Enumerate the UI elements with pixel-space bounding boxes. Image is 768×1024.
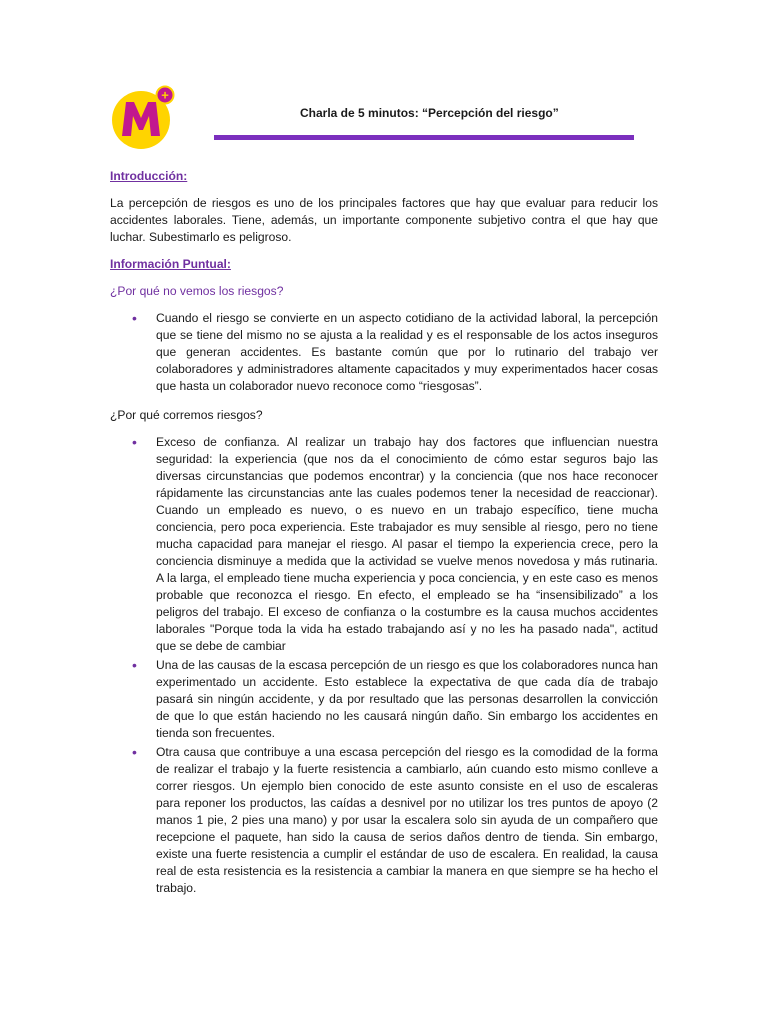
intro-heading: Introducción: [110,169,188,183]
question-1: ¿Por qué no vemos los riesgos? [110,284,284,298]
list-item-text: Exceso de confianza. Al realizar un trabajo hay dos factores que influencian nuestra seguridad: la experiencia (que nos da el conocimiento de cómo estar seguros bajo las diversas circunstancias que podemos encontrar) y la conciencia (que nos hace reconocer rápidamente las circunstancias ante las cuales podemos tener la necesidad de reaccionar). Cuando un empleado es nuevo, o es nuevo en un trabajo específico, tiene mucha conciencia, pero poca experiencia. Este trabajador es muy sensible al riesgo, pero no tiene mucha capacidad para manejar el riesgo. Al pasar el tiempo la experiencia crece, pero la conciencia disminuye a medida que la actividad se vuelve menos novedosa y más rutinaria. A la larga, el empleado tiene mucha experiencia y poca conciencia, y en este caso es menos probable que reconozca el riesgo. En efecto, el empleado se ha “insensibilizado” a los peligros del trabajo. El exceso de confianza o la costumbre es la causa muchos accidentes laborales "Porque toda la vida ha estado trabajando así y no les ha pasado nada", actitud que se debe de cambiar [156,435,658,653]
bullet-icon: • [132,310,137,326]
info-heading: Información Puntual: [110,257,231,271]
question-1-list [110,310,658,395]
bullet-icon: • [132,744,137,760]
list-item [110,657,658,742]
list-item-text: Una de las causas de la escasa percepción de un riesgo es que los colaboradores nunca han experimentado un accidente. Esto establece la expectativa de que cada día de trabajo pasará sin ningún accidente, y da por resultado que las personas desarrollen la convicción de que lo que están haciendo no les causará ningún daño. Sin embargo los accidentes en tienda son frecuentes. [156,658,658,740]
bullet-icon: • [132,657,137,673]
document-title: Charla de 5 minutos: “Percepción del riesgo” [300,106,559,120]
list-item [110,434,658,655]
question-2: ¿Por qué corremos riesgos? [110,408,263,422]
header-divider [214,135,634,140]
document-body [110,168,658,909]
bullet-icon: • [132,434,137,450]
list-item-text: Otra causa que contribuye a una escasa percepción del riesgo es la comodidad de la forma de realizar el trabajo y la fuerte resistencia a cambiarlo, aún cuando esto mismo conlleve a correr riesgos. Un ejemplo bien conocido de este asunto consiste en el uso de escaleras para reponer los productos, las caídas a desnivel por no utilizar los tres puntos de apoyo (2 manos 1 pie, 2 pies una mano) y por usar la escalera solo sin ayuda de un compañero que recepcione el paquete, han sido la causa de serios daños dentro de tienda. Sin embargo, existe una fuerte resistencia a cumplir el estándar de uso de escalera. En realidad, la causa real de esta resistencia es la resistencia a cambiar la manera en que siempre se ha hecho el trabajo. [156,745,658,895]
intro-paragraph: La percepción de riesgos es uno de los principales factores que hay que evaluar para reducir los accidentes laborales. Tiene, además, un importante componente subjetivo contra el que hay que luchar. Subestimarlo es peligroso. [110,196,658,244]
question-2-list [110,434,658,897]
company-logo [110,84,176,150]
logo-badge-plus: + [161,87,169,103]
list-item [110,744,658,897]
list-item [110,310,658,395]
list-item-text: Cuando el riesgo se convierte en un aspecto cotidiano de la actividad laboral, la percepción que se tiene del mismo no se ajusta a la realidad y es el responsable de los actos inseguros que generan accidentes. Es bastante común que por lo rutinario del trabajo ver colaboradores y administradores altamente capacitados y muy experimentados hacer cosas que hasta un colaborador nuevo reconoce como “riesgosas”. [156,311,658,393]
